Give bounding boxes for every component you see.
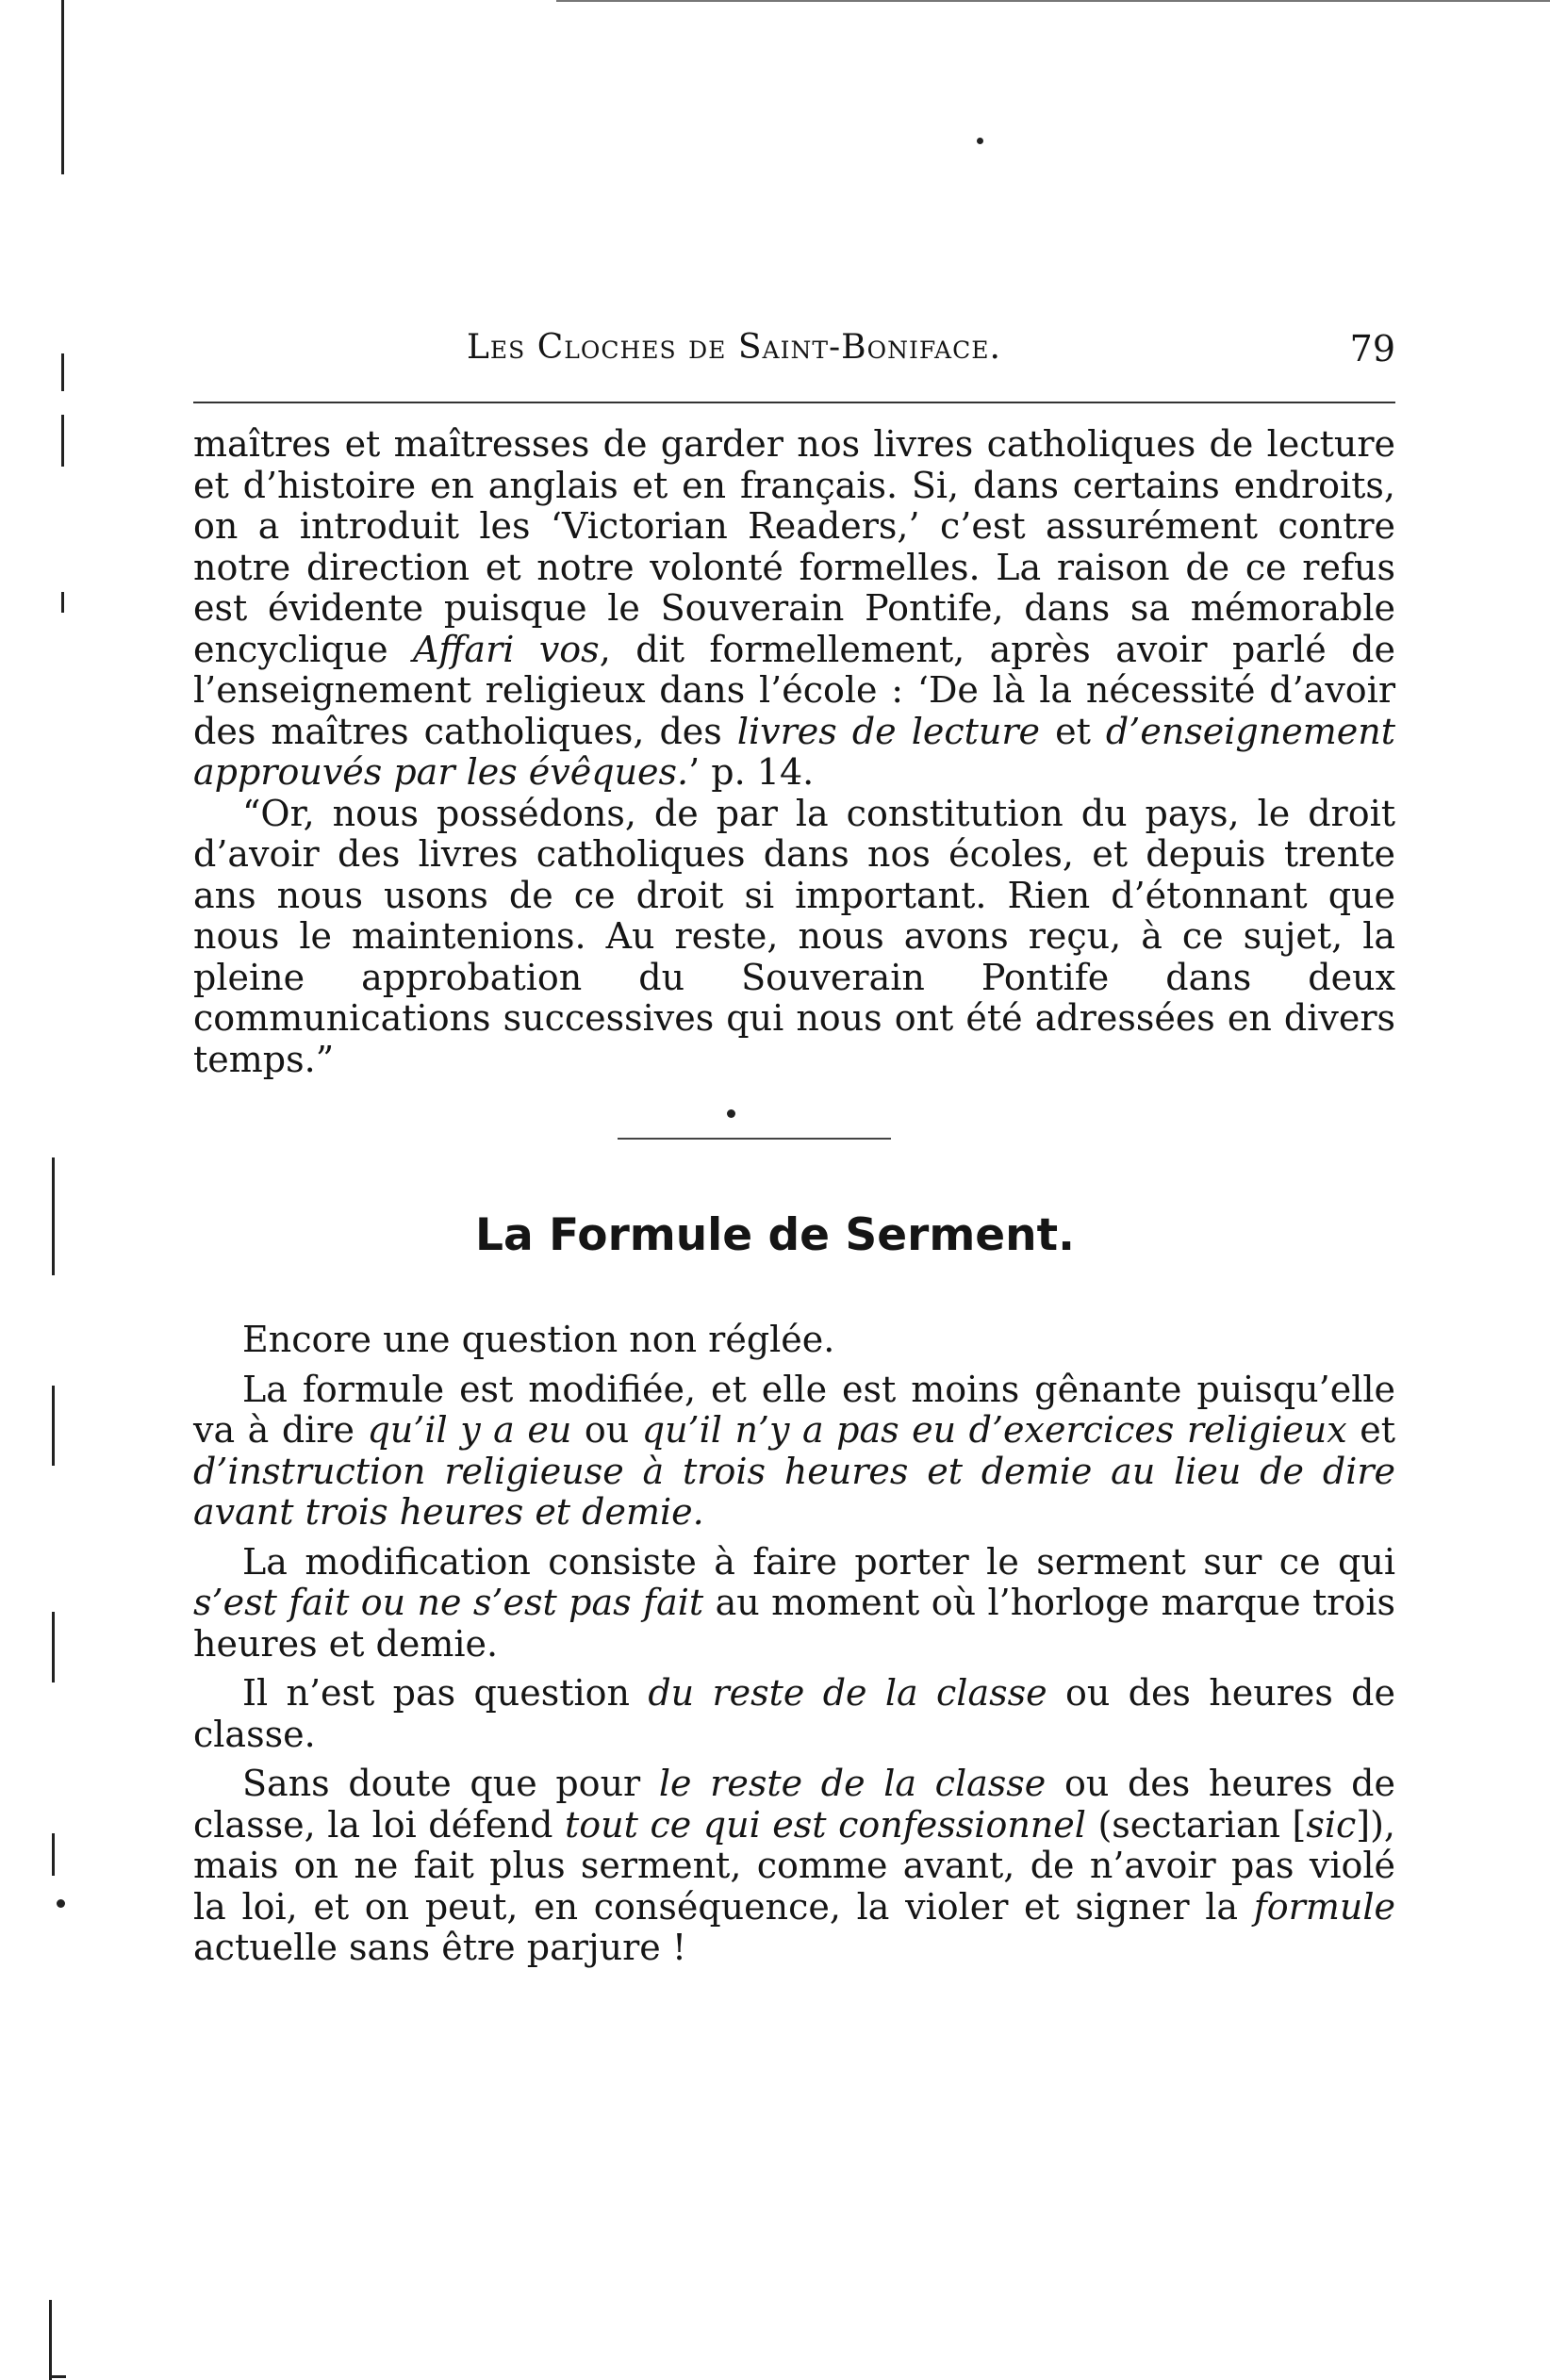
- scan-edge-line: [556, 0, 1550, 2]
- header-rule: [193, 402, 1395, 403]
- paragraph: Encore une question non réglée.: [242, 1319, 835, 1360]
- paragraph: La formule est modifiée, et elle est moins gênante puisqu’elle va à dire qu’il y a eu ou qu’il n’y a pas eu d’exercices religieux et d’instruction religieuse à trois heures et demie au lieu de dire avant trois heures et demie.: [193, 1368, 1395, 1533]
- running-title: Les Cloches de Saint-Boniface.: [467, 328, 1001, 367]
- separator-dot: [727, 1109, 735, 1118]
- scan-margin-mark: [52, 1386, 55, 1466]
- scan-margin-mark: [52, 1833, 55, 1876]
- paragraph: Il n’est pas question du reste de la classe ou des heures de classe.: [193, 1672, 1395, 1755]
- continued-text: [193, 424, 1395, 1080]
- section-title: La Formule de Serment.: [475, 1209, 1075, 1261]
- paragraph: La modification consiste à faire porter le serment sur ce qui s’est fait ou ne s’est pas fait au moment où l’horloge marque trois heures et demie.: [193, 1540, 1395, 1665]
- running-head: [193, 328, 1395, 385]
- section-separator: [618, 1138, 891, 1140]
- section-body: [193, 1320, 1395, 1969]
- scan-margin-mark: [52, 1612, 55, 1682]
- scan-margin-mark: [61, 415, 64, 467]
- paragraph: maîtres et maîtresses de garder nos livres catholiques de lecture et d’histoire en anglais et en français. Si, dans certains endroits, on a introduit les ‘Victorian Readers,’ c’est assurément contre notre direction et notre volonté formelles. La raison de ce refus est évidente puisque le Souverain Pontife, dans sa mémorable encyclique Affari vos, dit formellement, après avoir parlé de l’enseignement religieux dans l’école : ‘De là la nécessité d’avoir des maîtres catholiques, des livres de lecture et d’enseignement approuvés par les évêques.’ p. 14.: [193, 423, 1395, 793]
- scan-speck: [57, 1899, 65, 1908]
- quote-paragraph: “Or, nous possédons, de par la constitution du pays, le droit d’avoir des livres catholiques dans nos écoles, et depuis trente ans nous usons de ce droit si important. Rien d’étonnant que nous le maintenions. Au reste, nous avons reçu, à ce sujet, la pleine approbation du Souverain Pontife dans deux communications successives qui nous ont été adressées en divers temps.”: [193, 792, 1395, 1080]
- scan-margin-mark: [61, 592, 64, 613]
- scan-margin-mark: [61, 0, 64, 174]
- paragraph: Sans doute que pour le reste de la classe ou des heures de classe, la loi défend tout ce qui est confessionnel (sectarian [sic]), mais on ne fait plus serment, comme avant, de n’avoir pas violé la loi, et on peut, en conséquence, la violer et signer la formule actuelle sans être parjure !: [193, 1763, 1396, 1968]
- scan-speck: [977, 138, 983, 144]
- page-number: 79: [1349, 328, 1395, 369]
- scan-margin-mark: [61, 353, 64, 391]
- scan-margin-mark: [49, 2375, 66, 2378]
- scan-margin-mark: [49, 2300, 52, 2380]
